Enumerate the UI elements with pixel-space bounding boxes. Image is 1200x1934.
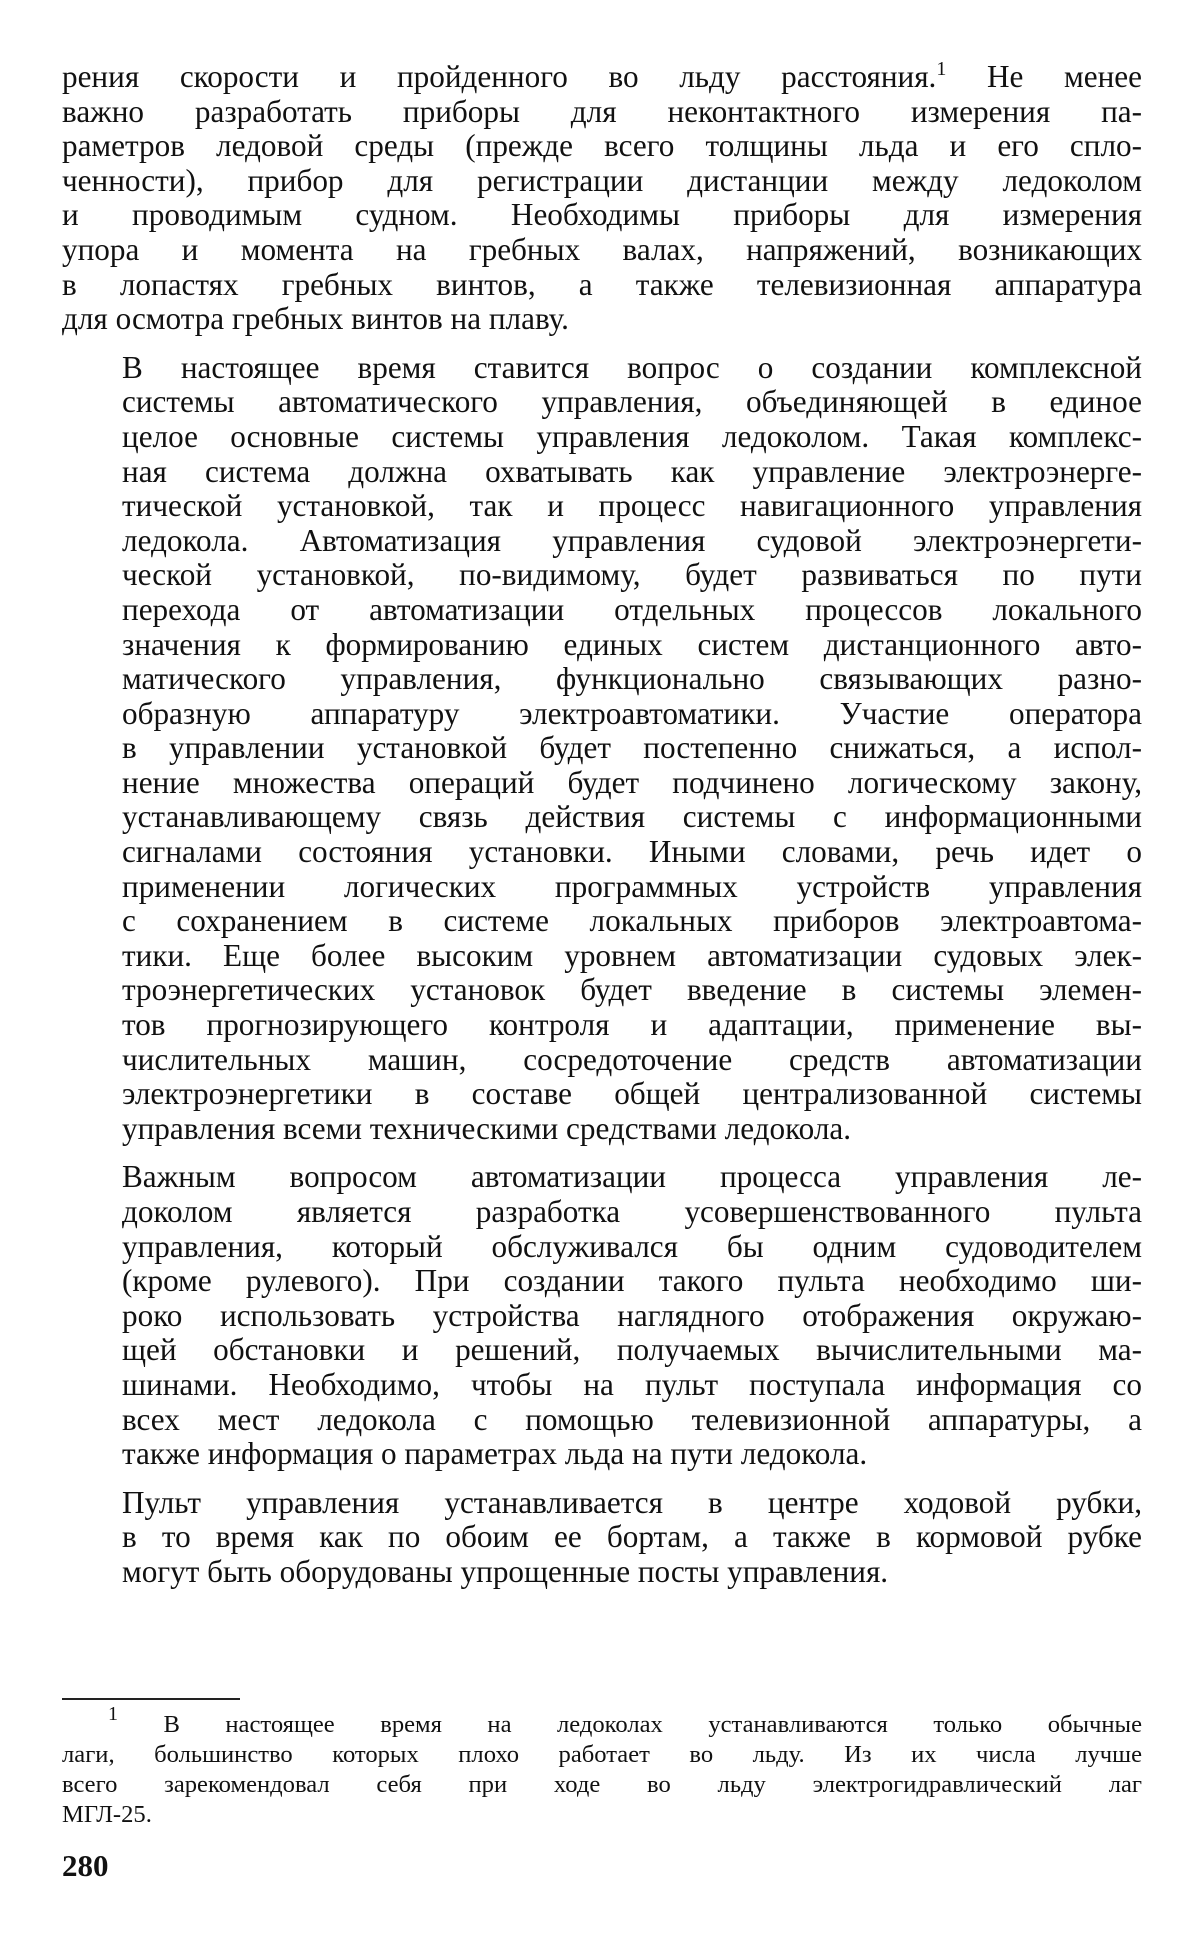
footnote-reference[interactable]: 1	[936, 58, 947, 80]
paragraph-4	[62, 1486, 1142, 1590]
footnote-line: лаги, большинство которых плохо работает во льду. Из их числа лучше	[62, 1741, 1142, 1768]
text-line: В настоящее время ставится вопрос о создании комплексной	[122, 349, 1142, 385]
text-line: раметров ледовой среды (прежде всего толщины льда и его спло-	[62, 128, 1142, 164]
text-line: сигналами состояния установки. Иными словами, речь идет о	[122, 834, 1142, 870]
text-line: щей обстановки и решений, получаемых вычислительными ма-	[122, 1332, 1142, 1368]
paragraph-2	[62, 351, 1142, 1147]
text-line: применении логических программных устройств управления	[122, 868, 1142, 904]
footnote-divider	[62, 1698, 240, 1700]
text-line: тики. Еще более высоким уровнем автоматизации судовых элек-	[122, 937, 1142, 973]
text-line: также информация о параметрах льда на пути ледокола.	[122, 1436, 868, 1472]
text-line: рения скорости и пройденного во льду расстояния.$^1$ Не менее	[62, 58, 1142, 94]
text-line: могут быть оборудованы упрощенные посты управления.	[122, 1553, 889, 1589]
text-line: числительных машин, сосредоточение средств автоматизации	[122, 1041, 1142, 1077]
text-line: Важным вопросом автоматизации процесса управления ле-	[122, 1159, 1142, 1195]
text-line: (кроме рулевого). При создании такого пульта необходимо ши-	[122, 1263, 1142, 1299]
text-line: в управлении установкой будет постепенно снижаться, а испол-	[122, 730, 1142, 766]
paragraph-3	[62, 1160, 1142, 1471]
text-line: всех мест ледокола с помощью телевизионной аппаратуры, а	[122, 1401, 1142, 1437]
text-line: и проводимым судном. Необходимы приборы для измерения	[62, 197, 1142, 233]
footnote-mark: 1	[108, 1703, 118, 1725]
text-line: тической установкой, так и процесс навигационного управления	[122, 488, 1142, 524]
page-number: 280	[62, 1848, 109, 1883]
footnote-line: всего зарекомендовал себя при ходе во льду электрогидравлический лаг	[62, 1771, 1142, 1798]
text-line: образную аппаратуру электроавтоматики. Участие оператора	[122, 695, 1142, 731]
text-line: с сохранением в системе локальных приборов электроавтома-	[122, 903, 1142, 939]
text-line: нение множества операций будет подчинено логическому закону,	[122, 764, 1142, 800]
text-line: целое основные системы управления ледоколом. Такая комплекс-	[122, 418, 1142, 454]
text-line: матического управления, функционально связывающих разно-	[122, 661, 1142, 697]
text-line: значения к формированию единых систем дистанционного авто-	[122, 626, 1142, 662]
text-line: электроэнергетики в составе общей централизованной системы	[122, 1076, 1142, 1112]
footnote-line: $^1$ В настоящее время на ледоколах устанавливаются только обычные	[108, 1703, 1142, 1738]
text-line: ческой установкой, по-видимому, будет развиваться по пути	[122, 557, 1142, 593]
text-line: ченности), прибор для регистрации дистанции между ледоколом	[62, 162, 1142, 198]
page-body	[62, 60, 1142, 1590]
paragraph-1	[62, 60, 1142, 337]
text-line: Пульт управления устанавливается в центре ходовой рубки,	[122, 1484, 1142, 1520]
text-line: упора и момента на гребных валах, напряжений, возникающих	[62, 231, 1142, 267]
text-line: доколом является разработка усовершенствованного пульта	[122, 1194, 1142, 1229]
text-line: шинами. Необходимо, чтобы на пульт поступала информация со	[122, 1366, 1142, 1402]
text-line: ная система должна охватывать как управление электроэнерге-	[122, 453, 1142, 489]
text-line: важно разработать приборы для неконтактного измерения па-	[62, 93, 1142, 129]
text-line: троэнергетических установок будет введение в системы элемен-	[122, 972, 1142, 1008]
text-line: системы автоматического управления, объединяющей в единое	[122, 384, 1142, 420]
footnote-line: МГЛ-25.	[62, 1801, 152, 1828]
text-line: ледокола. Автоматизация управления судовой электроэнергети-	[122, 522, 1142, 558]
text-line: для осмотра гребных винтов на плаву.	[62, 301, 569, 337]
footnote	[62, 1703, 1142, 1830]
text-line: роко использовать устройства наглядного отображения окружаю-	[122, 1297, 1142, 1333]
text-line: в лопастях гребных винтов, а также телевизионная аппаратура	[62, 266, 1142, 302]
text-line: управления, который обслуживался бы одним судоводителем	[122, 1228, 1142, 1264]
text-line: перехода от автоматизации отдельных процессов локального	[122, 591, 1142, 627]
text-line: управления всеми техническими средствами ледокола.	[122, 1110, 852, 1146]
text-line: устанавливающему связь действия системы с информационными	[122, 799, 1142, 835]
text-line: тов прогнозирующего контроля и адаптации, применение вы-	[122, 1007, 1142, 1043]
text-line: в то время как по обоим ее бортам, а также в кормовой рубке	[122, 1519, 1142, 1555]
